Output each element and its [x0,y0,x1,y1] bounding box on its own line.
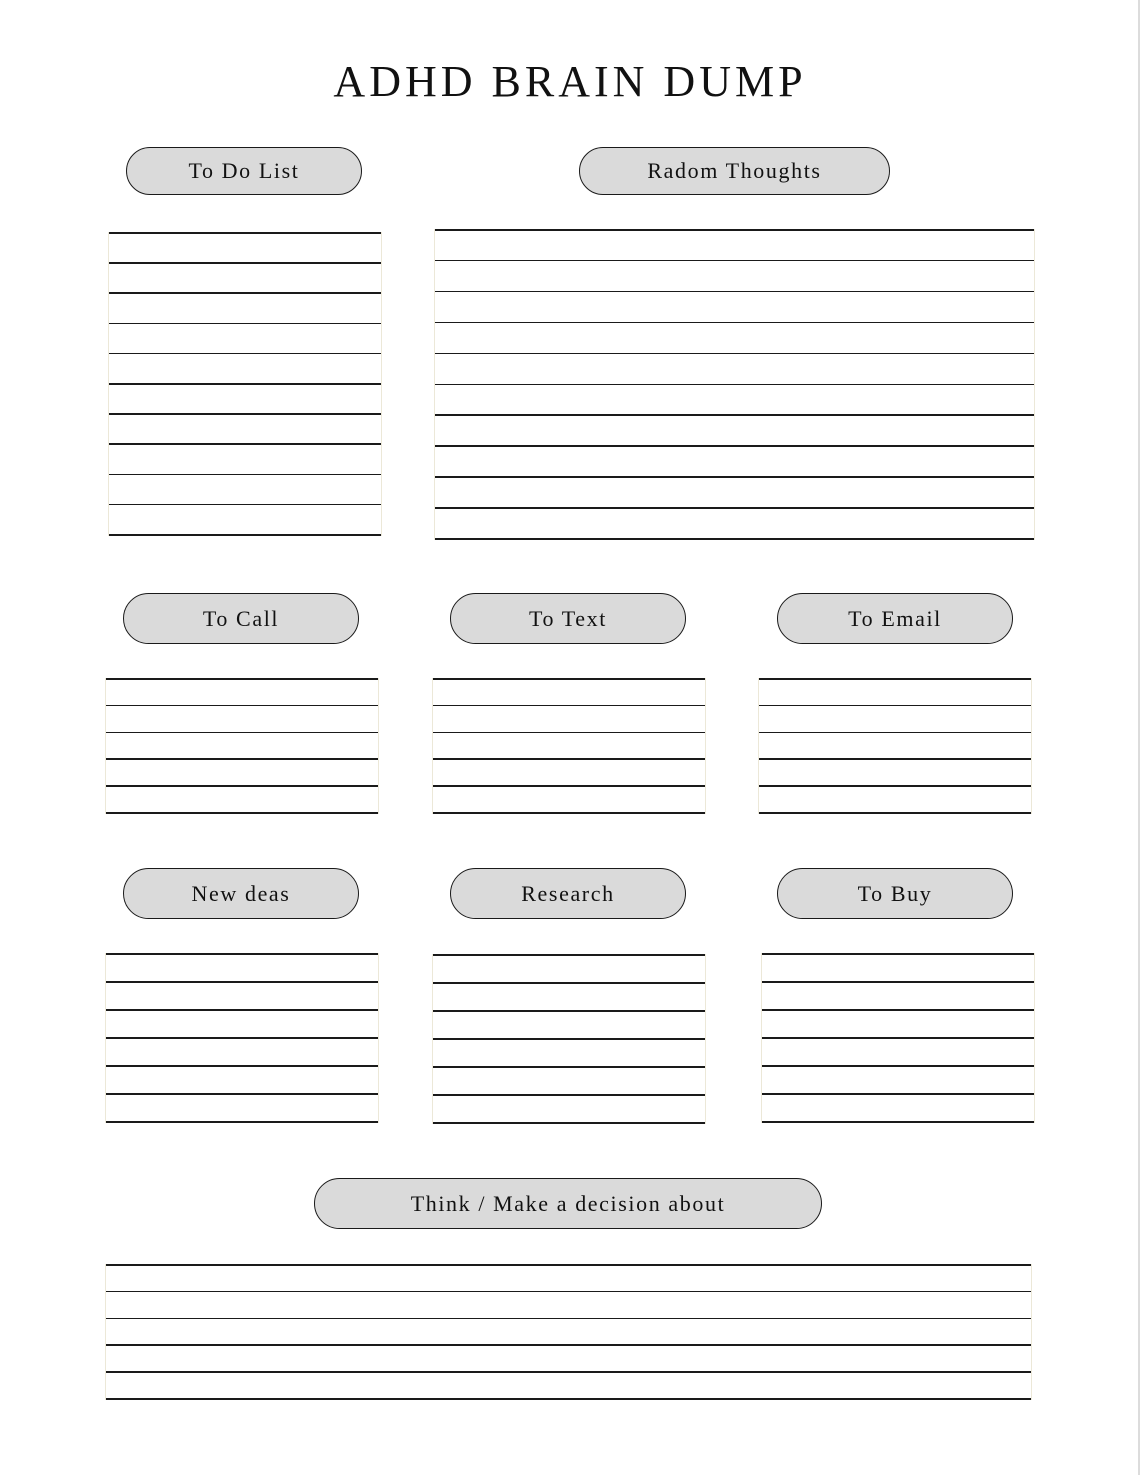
writing-line [433,705,705,707]
writing-line [106,1318,1031,1320]
section-label-research: Research [450,868,686,919]
writing-line [435,322,1034,324]
writing-line [762,981,1034,983]
writing-line [106,1264,1031,1266]
writing-line [109,292,381,294]
writing-line [435,538,1034,540]
random-thoughts-lines[interactable] [434,229,1035,540]
writing-line [433,732,705,734]
writing-line [759,678,1031,680]
writing-line [106,785,378,787]
writing-line [109,413,381,415]
writing-line [109,504,381,506]
writing-line [435,291,1034,293]
writing-line [435,445,1034,447]
writing-line [435,384,1034,386]
writing-line [106,981,378,983]
research-lines[interactable] [432,954,706,1124]
writing-line [762,1009,1034,1011]
writing-line [433,982,705,984]
section-label-to-buy: To Buy [777,868,1013,919]
section-label-to-do-list: To Do List [126,147,362,195]
think-decide-lines[interactable] [105,1264,1032,1400]
writing-line [433,785,705,787]
writing-line [106,812,378,814]
to-call-lines[interactable] [105,678,379,814]
writing-line [109,232,381,234]
writing-line [106,1398,1031,1400]
writing-line [762,953,1034,955]
writing-line [433,1122,705,1124]
writing-line [106,1093,378,1095]
page-title: ADHD BRAIN DUMP [333,57,807,106]
writing-line [109,262,381,264]
writing-line [106,732,378,734]
to-email-lines[interactable] [758,678,1032,814]
to-text-lines[interactable] [432,678,706,814]
writing-line [759,705,1031,707]
writing-line [106,1121,378,1123]
writing-line [759,732,1031,734]
writing-line [762,1065,1034,1067]
writing-line [759,785,1031,787]
writing-line [759,812,1031,814]
writing-line [433,1010,705,1012]
writing-line [759,758,1031,760]
section-label-new-ideas: New deas [123,868,359,919]
writing-line [433,1038,705,1040]
writing-line [762,1121,1034,1123]
writing-line [106,1037,378,1039]
writing-line [106,1291,1031,1293]
writing-line [106,953,378,955]
section-label-to-call: To Call [123,593,359,644]
to-buy-lines[interactable] [761,953,1035,1123]
section-label-think-decide: Think / Make a decision about [314,1178,822,1229]
writing-line [109,534,381,536]
new-ideas-lines[interactable] [105,953,379,1123]
writing-line [762,1037,1034,1039]
writing-line [435,229,1034,231]
writing-line [109,443,381,445]
writing-line [433,1066,705,1068]
writing-line [109,323,381,325]
section-label-to-text: To Text [450,593,686,644]
section-label-to-email: To Email [777,593,1013,644]
to-do-list-lines[interactable] [108,232,382,536]
writing-line [109,474,381,476]
writing-line [109,353,381,355]
writing-line [435,260,1034,262]
writing-line [106,1065,378,1067]
writing-line [433,1094,705,1096]
writing-line [106,678,378,680]
writing-line [435,476,1034,478]
writing-line [106,1009,378,1011]
writing-line [433,954,705,956]
writing-line [106,1371,1031,1373]
section-label-random-thoughts: Radom Thoughts [579,147,890,195]
writing-line [762,1093,1034,1095]
writing-line [433,812,705,814]
writing-line [106,705,378,707]
writing-line [435,507,1034,509]
writing-line [433,678,705,680]
writing-line [106,758,378,760]
writing-line [435,353,1034,355]
writing-line [106,1344,1031,1346]
writing-line [109,383,381,385]
writing-line [435,414,1034,416]
writing-line [433,758,705,760]
